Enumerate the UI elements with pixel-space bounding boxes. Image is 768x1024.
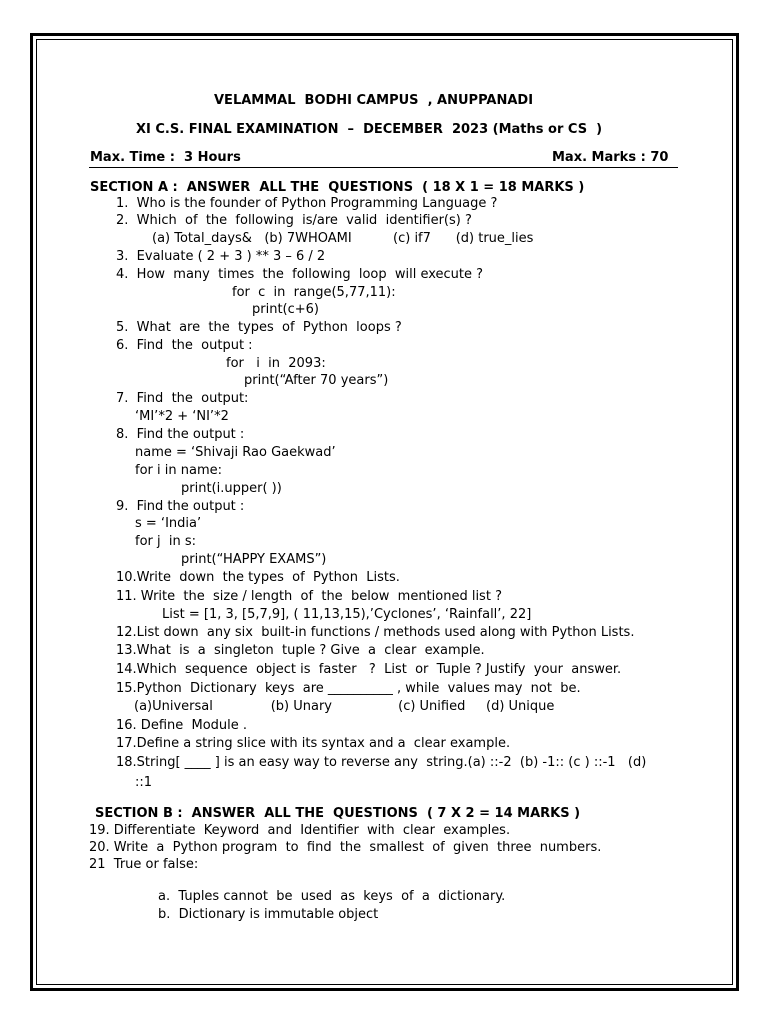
- max-time: Max. Time : 3 Hours: [90, 150, 241, 165]
- options-line: ::1: [135, 775, 153, 790]
- question-line: 10.Write down the types of Python Lists.: [116, 570, 400, 585]
- code-line: print(“After 70 years”): [244, 373, 389, 388]
- code-line: for i in 2093:: [226, 356, 326, 371]
- code-line: s = ‘India’: [135, 516, 202, 531]
- question-line: 7. Find the output:: [116, 391, 249, 406]
- question-line: 18.String[ ____ ] is an easy way to reverse any string.(a) ::-2 (b) -1:: (c ) ::-1 (d): [116, 755, 647, 770]
- code-line: List = [1, 3, [5,7,9], ( 11,13,15),’Cyclones’, ‘Rainfall’, 22]: [162, 607, 532, 622]
- code-line: print(“HAPPY EXAMS”): [181, 552, 327, 567]
- question-line: 15.Python Dictionary keys are __________ , while values may not be.: [116, 681, 581, 696]
- question-line: 6. Find the output :: [116, 338, 253, 353]
- section-b-heading: SECTION B : ANSWER ALL THE QUESTIONS ( 7 X 2 = 14 MARKS ): [95, 806, 581, 821]
- question-line: 2. Which of the following is/are valid identifier(s) ?: [116, 213, 472, 228]
- question-line: 16. Define Module .: [116, 718, 248, 733]
- question-line: 3. Evaluate ( 2 + 3 ) ** 3 – 6 / 2: [116, 249, 326, 264]
- question-line: 4. How many times the following loop will execute ?: [116, 267, 484, 282]
- exam-title: XI C.S. FINAL EXAMINATION – DECEMBER 2023 (Maths or CS ): [136, 122, 603, 137]
- subquestion-line: a. Tuples cannot be used as keys of a dictionary.: [158, 889, 506, 904]
- code-line: ‘MI’*2 + ‘NI’*2: [135, 409, 229, 424]
- subquestion-line: b. Dictionary is immutable object: [158, 907, 379, 922]
- code-line: for c in range(5,77,11):: [232, 285, 396, 300]
- question-line: 14.Which sequence object is faster ? List or Tuple ? Justify your answer.: [116, 662, 622, 677]
- header-divider: [89, 167, 678, 168]
- code-line: print(i.upper( )): [181, 481, 282, 496]
- question-line: 9. Find the output :: [116, 499, 245, 514]
- question-line: 20. Write a Python program to find the smallest of given three numbers.: [89, 840, 602, 855]
- question-line: 17.Define a string slice with its syntax and a clear example.: [116, 736, 511, 751]
- question-line: 19. Differentiate Keyword and Identifier with clear examples.: [89, 823, 511, 838]
- code-line: print(c+6): [252, 302, 319, 317]
- question-line: 21 True or false:: [89, 857, 199, 872]
- options-line: (a)Universal (b) Unary (c) Unified (d) Unique: [134, 699, 555, 714]
- question-line: (a) Total_days& (b) 7WHOAMI (c) if7 (d) true_lies: [152, 231, 534, 246]
- code-line: for j in s:: [135, 534, 197, 549]
- question-line: 11. Write the size / length of the below mentioned list ?: [116, 589, 502, 604]
- code-line: name = ‘Shivaji Rao Gaekwad’: [135, 445, 336, 460]
- question-line: 1. Who is the founder of Python Programming Language ?: [116, 196, 498, 211]
- question-line: 5. What are the types of Python loops ?: [116, 320, 402, 335]
- code-line: for i in name:: [135, 463, 222, 478]
- school-name: VELAMMAL BODHI CAMPUS , ANUPPANADI: [214, 93, 534, 108]
- question-line: 12.List down any six built-in functions / methods used along with Python Lists.: [116, 625, 635, 640]
- question-line: 13.What is a singleton tuple ? Give a clear example.: [116, 643, 485, 658]
- max-marks: Max. Marks : 70: [552, 150, 669, 165]
- question-line: 8. Find the output :: [116, 427, 245, 442]
- section-a-heading: SECTION A : ANSWER ALL THE QUESTIONS ( 18 X 1 = 18 MARKS ): [90, 180, 585, 195]
